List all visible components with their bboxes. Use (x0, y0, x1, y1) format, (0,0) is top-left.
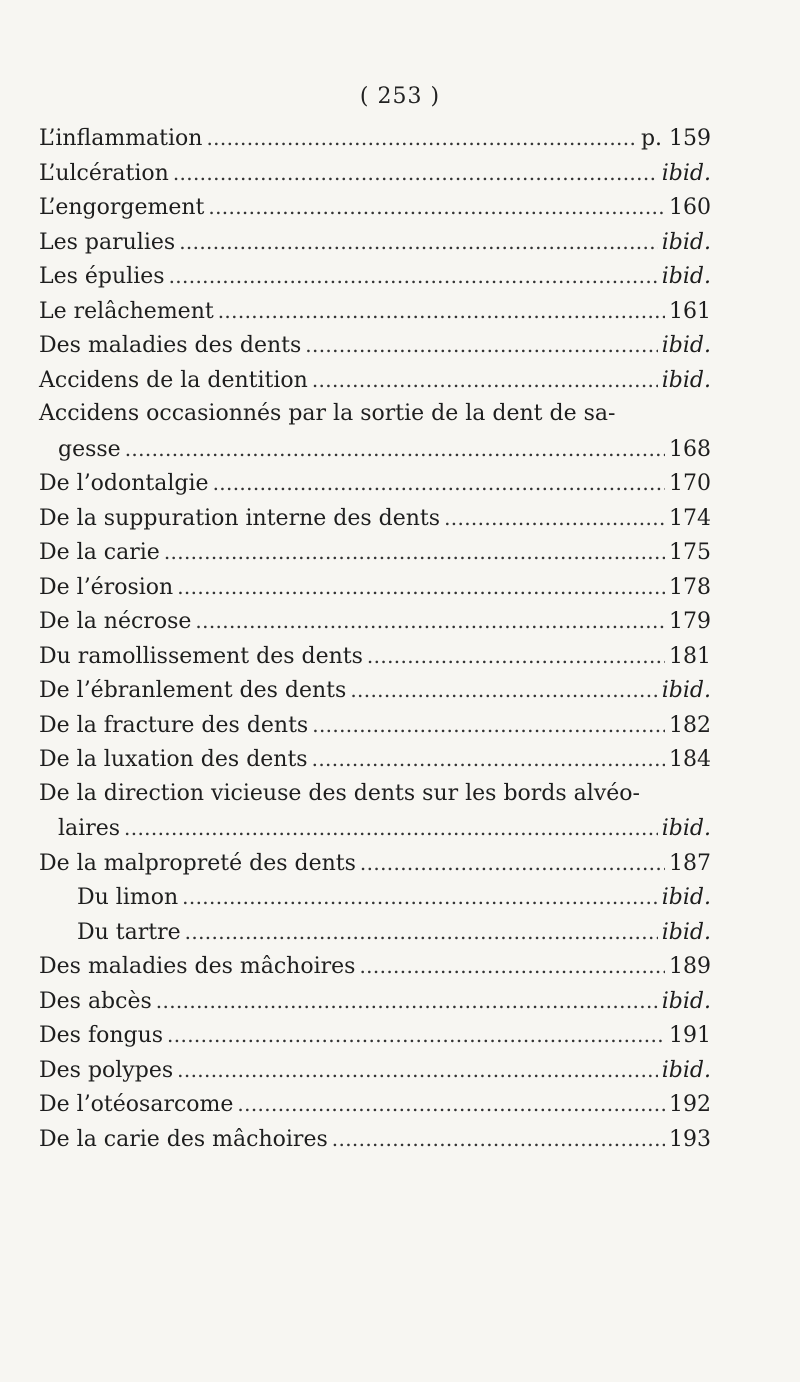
entry-page: 160 (669, 195, 711, 220)
table-of-contents (39, 121, 711, 1156)
dot-leader (177, 570, 665, 605)
dot-leader (182, 880, 658, 915)
entry-page: ibid. (661, 816, 711, 841)
entry-title: De l’ébranlement des dents (39, 678, 347, 703)
entry-page: 192 (669, 1092, 711, 1117)
toc-entry (39, 328, 711, 363)
entry-page: ibid. (661, 229, 711, 255)
dot-leader (360, 846, 665, 881)
entry-page: ibid. (661, 1057, 711, 1083)
toc-entry (39, 432, 711, 467)
entry-title: Les épulies (39, 264, 165, 289)
entry-page: p. 159 (640, 126, 711, 151)
entry-page: 193 (669, 1126, 711, 1152)
dot-leader (444, 501, 665, 536)
toc-entry (39, 811, 711, 846)
toc-entry (39, 880, 711, 915)
toc-entry (39, 1018, 711, 1053)
entry-page: ibid. (661, 919, 711, 945)
entry-page: 170 (669, 471, 711, 496)
entry-page: ibid. (661, 333, 711, 358)
dot-leader (156, 984, 658, 1019)
dot-leader (218, 294, 665, 329)
toc-entry (39, 1053, 711, 1088)
entry-title: laires (58, 816, 121, 841)
dot-leader (125, 432, 665, 467)
dot-leader (237, 1087, 665, 1122)
toc-entry (39, 708, 711, 743)
toc-entry (39, 259, 711, 294)
entry-title: Du tartre (77, 919, 181, 945)
entry-page: 189 (669, 954, 711, 979)
toc-entry-first-line (39, 777, 711, 812)
toc-entry (39, 535, 711, 570)
dot-leader (164, 535, 665, 570)
entry-title-line1: De la direction vicieuse des dents sur les bords alvéo- (39, 780, 640, 806)
entry-title: L’inflammation (39, 126, 203, 151)
entry-page: ibid. (661, 160, 711, 186)
toc-entry (39, 604, 711, 639)
toc-entry (39, 121, 711, 156)
page-number: ( 253 ) (359, 84, 441, 109)
entry-title: Des fongus (39, 1023, 164, 1048)
dot-leader (195, 604, 665, 639)
entry-title: Accidens de la dentition (39, 367, 308, 393)
entry-title: De l’érosion (39, 574, 174, 600)
entry-title: De la luxation des dents (39, 747, 308, 772)
dot-leader (167, 1018, 665, 1053)
dot-leader (124, 811, 658, 846)
entry-page: 175 (669, 540, 711, 565)
toc-entry (39, 673, 711, 708)
dot-leader (208, 190, 665, 225)
entry-title-line1: Accidens occasionnés par la sortie de la dent de sa- (39, 401, 616, 426)
toc-entry (39, 846, 711, 881)
entry-page: 168 (669, 436, 711, 462)
entry-page: 182 (669, 712, 711, 738)
entry-title: Des polypes (39, 1057, 174, 1083)
entry-page: 174 (669, 505, 711, 531)
entry-title: Les parulies (39, 229, 176, 255)
entry-title: De l’odontalgie (39, 471, 209, 496)
entry-page: 161 (669, 298, 711, 324)
entry-title: Des maladies des dents (39, 333, 302, 358)
toc-entry (39, 915, 711, 950)
toc-entry (39, 1087, 711, 1122)
entry-page: ibid. (661, 264, 711, 289)
toc-entry (39, 639, 711, 674)
dot-leader (185, 915, 658, 950)
entry-page: ibid. (661, 885, 711, 910)
dot-leader (169, 259, 658, 294)
entry-title: De la fracture des dents (39, 712, 309, 738)
dot-leader (359, 949, 665, 984)
dot-leader (213, 466, 665, 501)
entry-page: 187 (669, 850, 711, 876)
entry-title: De la carie (39, 540, 160, 565)
dot-leader (206, 121, 636, 156)
entry-page: ibid. (661, 678, 711, 703)
toc-entry (39, 190, 711, 225)
toc-entry (39, 156, 711, 191)
toc-entry (39, 949, 711, 984)
entry-page: ibid. (661, 367, 711, 393)
toc-entry-first-line (39, 397, 711, 432)
entry-title: Du limon (77, 885, 179, 910)
toc-entry (39, 1122, 711, 1157)
dot-leader (312, 742, 665, 777)
entry-page: 191 (669, 1023, 711, 1048)
entry-title: gesse (58, 436, 121, 462)
entry-title: De l’otéosarcome (39, 1092, 234, 1117)
entry-title: L’ulcération (39, 160, 169, 186)
toc-entry (39, 225, 711, 260)
toc-entry (39, 294, 711, 329)
toc-entry (39, 570, 711, 605)
dot-leader (350, 673, 657, 708)
entry-title: De la carie des mâchoires (39, 1126, 328, 1152)
dot-leader (305, 328, 657, 363)
toc-entry (39, 363, 711, 398)
dot-leader (367, 639, 665, 674)
entry-title: Des abcès (39, 988, 152, 1014)
entry-title: L’engorgement (39, 195, 205, 220)
dot-leader (332, 1122, 665, 1157)
entry-page: ibid. (661, 988, 711, 1014)
toc-entry (39, 984, 711, 1019)
toc-entry (39, 501, 711, 536)
dot-leader (312, 708, 665, 743)
entry-title: De la malpropreté des dents (39, 850, 356, 876)
dot-leader (177, 1053, 658, 1088)
entry-title: Des maladies des mâchoires (39, 954, 356, 979)
toc-entry (39, 742, 711, 777)
entry-page: 179 (669, 609, 711, 634)
entry-page: 184 (669, 747, 711, 772)
dot-leader (179, 225, 658, 260)
toc-entry (39, 466, 711, 501)
entry-title: De la nécrose (39, 609, 192, 634)
entry-title: Du ramollissement des dents (39, 643, 363, 669)
entry-title: Le relâchement (39, 298, 214, 324)
dot-leader (173, 156, 658, 191)
dot-leader (312, 363, 658, 398)
entry-title: De la suppuration interne des dents (39, 505, 441, 531)
entry-page: 181 (669, 643, 711, 669)
entry-page: 178 (669, 574, 711, 600)
